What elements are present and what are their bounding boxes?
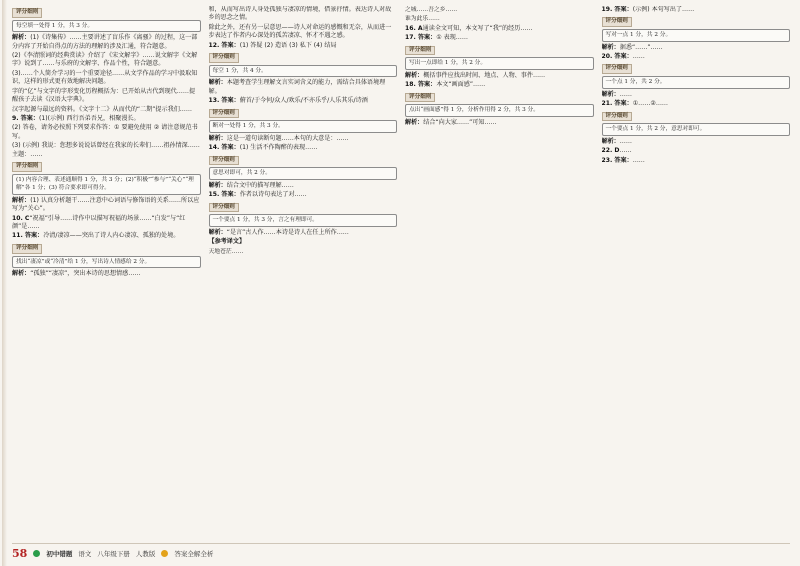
answer-paragraph — [602, 147, 791, 155]
answer-text: (1) 认真分析题干……注意中心词语与修饰语的关系……所以应写为“关心”。 — [12, 196, 200, 213]
answer-label: 解析： — [208, 79, 227, 87]
scoring-rule-heading — [209, 201, 398, 214]
poem-text: 谁为此乐…… — [405, 16, 440, 23]
answer-label: 解析： — [405, 118, 424, 126]
answer-label: 23. 答案： — [601, 156, 633, 164]
answer-text: (3) (示例) 我说：您想多说说话曾经在我家的长辈们……祖孙情深……主题：…… — [12, 142, 200, 158]
answer-text: ① 表现…… — [436, 34, 468, 42]
footer-suffix: 答案全解全析 — [174, 549, 214, 558]
answer-paragraph — [12, 34, 201, 51]
scoring-rule-box: (1) 内容合理、表述通顺得 1 分，共 3 分；(2)“积极”“参与”“关心”“理解”各 1 分；(3) 符合要求即可得分。 — [12, 174, 201, 195]
answer-text: …… — [632, 53, 645, 61]
scoring-rule-box: 意思对即可，共 2 分。 — [209, 167, 398, 180]
answer-label: 解析： — [208, 134, 227, 142]
answer-label: 13. 答案： — [208, 97, 240, 105]
scoring-rule-heading — [209, 51, 398, 64]
answer-paragraph — [12, 142, 201, 159]
answer-label: 解析： — [405, 71, 424, 79]
answer-text: “是言”古人作……本诗是诗人在任上所作…… — [226, 228, 349, 236]
answer-paragraph — [12, 52, 201, 69]
scoring-rule-heading — [209, 107, 398, 120]
scoring-rule-box: 写对一点 1 分，共 2 分。 — [602, 29, 791, 42]
scoring-rule-box: 一个要点 1 分，共 3 分，言之有理即可。 — [209, 214, 398, 227]
answer-paragraph — [209, 191, 398, 199]
answer-text: …… — [619, 147, 632, 155]
scoring-rule-heading — [602, 15, 791, 28]
answer-paragraph — [209, 229, 398, 237]
poem-text: 天地苍茫…… — [208, 248, 244, 255]
answer-label: 14. 答案： — [208, 144, 240, 152]
scoring-rule-box: 每空填一处得 1 分，共 3 分。 — [12, 20, 201, 33]
scoring-rule-heading — [602, 62, 791, 75]
answer-text: …… — [619, 137, 632, 145]
scoring-rule-tag: 评分细则 — [602, 64, 632, 74]
answer-paragraph — [405, 119, 594, 127]
scoring-rule-tag: 评分细则 — [209, 109, 239, 119]
answer-text: 结合文中的描写理解…… — [226, 181, 294, 189]
answer-paragraph — [405, 72, 594, 80]
answer-label: 16. A — [405, 24, 423, 32]
column-3 — [405, 6, 594, 541]
answer-paragraph — [602, 44, 791, 52]
answer-text: (1) 答疑 (2) 造语 (3) 私下 (4) 结局 — [239, 41, 337, 49]
scoring-rule-tag: 评分细则 — [209, 156, 239, 166]
answer-paragraph — [209, 42, 398, 50]
answer-paragraph — [209, 238, 398, 246]
answer-text: 除此之外，还有另一层意思——诗人对命运的感慨和无奈，从而进一步表达了作者内心深处的孤苦凄凉、怀才不遇之感。 — [208, 23, 392, 40]
answer-paragraph — [12, 115, 201, 123]
columns — [12, 6, 790, 541]
answer-text: ①……②…… — [632, 100, 669, 108]
scoring-rule-heading — [12, 242, 201, 255]
answer-text: (1) 生活不作陶醉的表现…… — [239, 144, 318, 152]
answer-label: 18. 答案： — [405, 81, 437, 89]
scoring-rule-tag: 评分细则 — [209, 203, 239, 213]
answer-paragraph — [12, 88, 201, 105]
column-4 — [602, 6, 791, 541]
answer-paragraph — [12, 106, 201, 114]
series-logo-icon — [33, 550, 40, 557]
answer-paragraph — [12, 70, 201, 87]
answer-text: (2)《李清照词的经典赏读》介绍了《宋文解字》……说文解字《文解字》说到了……与乐府的文解字、作品个性，符合题意。 — [12, 52, 198, 68]
scoring-rule-heading — [12, 160, 201, 173]
answer-label: 解析： — [208, 181, 227, 189]
answer-text: “孤独”“凄凉”，突出本诗的思想情感…… — [30, 270, 141, 278]
answer-paragraph — [209, 24, 398, 41]
answer-text: 俯首/于今何/众人/欢乐/不亦乐乎/人乐其乐/诗酒 — [239, 97, 368, 105]
answer-paragraph — [602, 53, 791, 61]
scoring-rule-box: 每空 1 分，共 4 分。 — [209, 65, 398, 78]
scoring-rule-heading — [12, 6, 201, 19]
scoring-rule-tag: 评分细则 — [12, 162, 42, 172]
answer-text: (3)……个人简介学习的一个重要途径……从文学作品的学习中汲取知识，这样的形式更有效地解决问题。 — [12, 69, 198, 86]
answer-label: 12. 答案： — [208, 41, 240, 49]
answer-text: …… — [619, 90, 632, 98]
answer-paragraph — [209, 97, 398, 105]
answer-paragraph — [209, 79, 398, 96]
answer-text: 据悉“……”…… — [619, 43, 663, 51]
answer-label: 解析： — [601, 137, 620, 145]
edition: 人教版 — [135, 549, 156, 558]
answer-paragraph — [12, 124, 201, 141]
page-number: 58 — [12, 546, 28, 560]
answer-text: “祝福”引导……诗作中以描写祝福的场景……“白发”与“红颜”是…… — [12, 214, 186, 230]
scoring-rule-heading — [405, 91, 594, 104]
answer-label: 21. 答案： — [601, 100, 633, 108]
answer-label: 10. C — [12, 214, 30, 222]
answer-text: (1)(示例) 西行吾弟吾兄，相聚漫长。 — [38, 114, 140, 122]
answer-text: 和，从而写出诗人身处孤独与凄凉的情境，借景抒情。表达诗人对故乡的思念之情。 — [208, 6, 392, 22]
answer-text: 结合“向大家……”可知…… — [423, 118, 497, 126]
page-spine — [2, 0, 7, 566]
answer-label: 15. 答案： — [208, 191, 240, 199]
poem-text: 之城……吾之乡…… — [405, 7, 458, 13]
answer-label: 解析： — [12, 270, 31, 278]
answer-label: 解析： — [208, 228, 227, 236]
series-name: 初中错题 — [46, 549, 73, 558]
scoring-rule-tag: 评分细则 — [209, 53, 239, 63]
answer-text: 冷清/凄凉——突出了诗人内心凄凉、孤独的处境。 — [43, 232, 180, 240]
answer-paragraph — [405, 25, 594, 33]
answer-paragraph — [209, 144, 398, 152]
answer-text: 字的“亿”与文字的字形变化历程概括为：已开始从古代到现代……提醒孩子去读《汉语大字典》。 — [12, 87, 196, 104]
column-1 — [12, 6, 201, 541]
answer-label: 解析： — [601, 43, 620, 51]
answer-text: …… — [632, 156, 645, 164]
answer-paragraph — [405, 34, 594, 42]
answer-paragraph — [12, 232, 201, 240]
answer-label: 20. 答案： — [601, 53, 633, 61]
scoring-rule-heading — [405, 44, 594, 57]
answer-label: 11. 答案： — [12, 232, 44, 240]
answer-text: (1)《诗集传》……主要讲述了盲乐作《离骚》的过程，这一部分内容了开始自得点的方法的理解的涉及汇通，符合题意。 — [12, 34, 198, 50]
scoring-rule-heading — [209, 154, 398, 167]
answer-paragraph — [602, 100, 791, 108]
subject: 语文 — [78, 549, 92, 558]
answers-logo-icon — [161, 550, 168, 557]
answer-label: 解析： — [12, 196, 31, 204]
scoring-rule-tag: 评分细则 — [602, 112, 632, 122]
answer-label: 解析： — [601, 90, 620, 98]
scoring-rule-tag: 评分细则 — [405, 46, 435, 56]
answer-label: 【参考译文】 — [208, 238, 246, 246]
answer-text: 概括事件应找出时间、地点、人物、事件…… — [423, 71, 546, 79]
answer-label: 17. 答案： — [405, 34, 437, 42]
answer-label: 19. 答案： — [601, 6, 633, 13]
answer-text: 作者以诗句表达了对…… — [239, 191, 307, 199]
answer-paragraph — [602, 6, 791, 14]
answer-text: (示例) 本句写出了…… — [632, 6, 695, 13]
answer-paragraph — [602, 91, 791, 99]
answer-label: 9. 答案： — [12, 114, 39, 122]
answer-paragraph — [209, 135, 398, 143]
answer-text: 这是一道句读断句题……本句的大意是：…… — [226, 134, 349, 142]
scoring-rule-tag: 评分细则 — [12, 244, 42, 254]
answer-text: 本题考查学生理解文言实词含义的能力，需结合具体语境理解。 — [208, 79, 386, 95]
answer-label: 22. D — [601, 147, 620, 155]
answer-label: 解析： — [12, 34, 31, 42]
scoring-rule-tag: 评分细则 — [12, 8, 42, 18]
answer-text: (2) 答卷，请务必按照下列要求作答：① 要避免使用 ② 请注意规范书写。 — [12, 124, 198, 140]
scoring-rule-box: 找出“凄凉”或“冷清”给 1 分，写出诗人情感给 2 分。 — [12, 256, 201, 269]
scoring-rule-heading — [602, 110, 791, 123]
column-2 — [209, 6, 398, 541]
answer-paragraph — [209, 6, 398, 23]
scoring-rule-box: 一个点 1 分，共 2 分。 — [602, 76, 791, 89]
answer-paragraph — [209, 182, 398, 190]
scoring-rule-tag: 评分细则 — [602, 17, 632, 27]
answer-text: 本文“画面感”…… — [436, 81, 486, 89]
answer-paragraph — [12, 215, 201, 232]
answer-text: 汉字起源与最远的资料。《文字十二》从而代的“二期”提示我们…… — [12, 105, 192, 113]
answer-paragraph — [12, 197, 201, 214]
answer-paragraph — [12, 270, 201, 278]
answer-paragraph — [405, 81, 594, 89]
scoring-rule-box: 一个要点 1 分，共 2 分，意思对即可。 — [602, 123, 791, 136]
answer-text: 通读全文可知，本文写了“我”的经历…… — [422, 24, 533, 32]
answer-paragraph — [602, 157, 791, 165]
page-footer — [12, 543, 790, 562]
scoring-rule-tag: 评分细则 — [405, 93, 435, 103]
scoring-rule-box: 断对一处得 1 分，共 3 分。 — [209, 120, 398, 133]
scoring-rule-box: 写出一点即给 1 分，共 2 分。 — [405, 57, 594, 70]
grade: 八年级下册 — [97, 549, 130, 558]
scoring-rule-box: 点出“画面感”得 1 分，分析作用得 2 分，共 3 分。 — [405, 104, 594, 117]
answer-paragraph — [602, 138, 791, 146]
